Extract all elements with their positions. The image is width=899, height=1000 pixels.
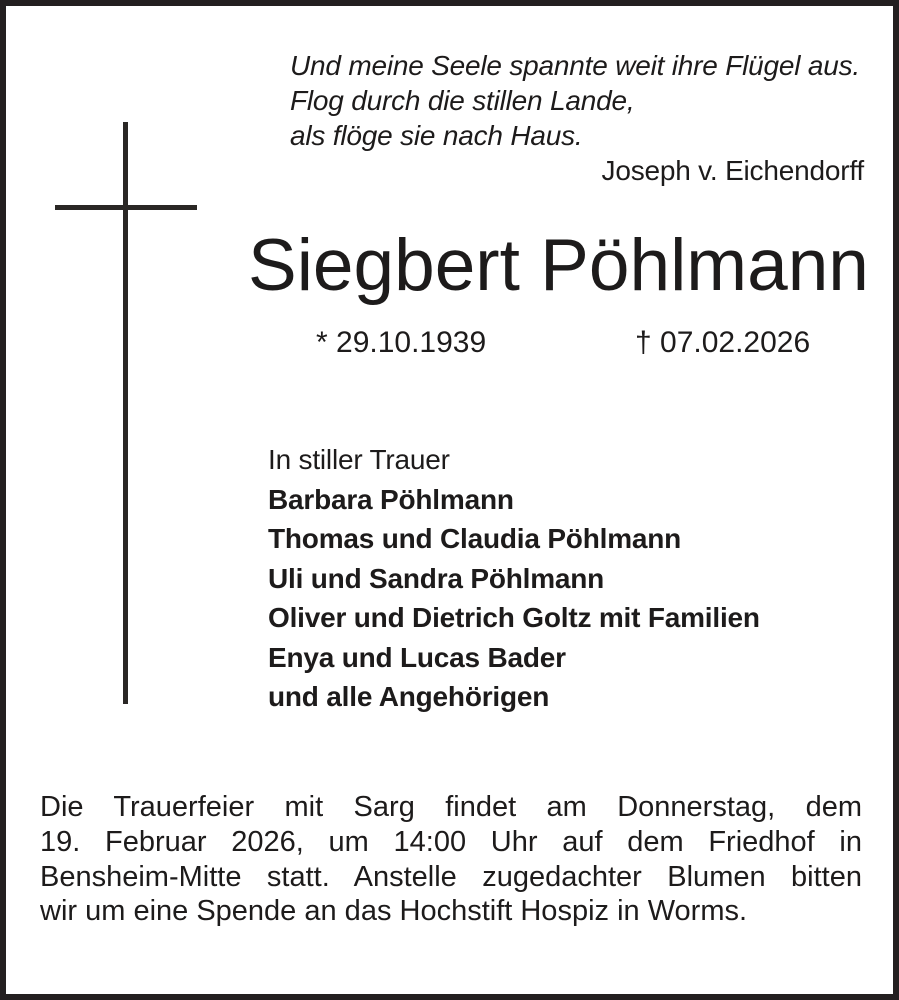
- poem-line: als flöge sie nach Haus.: [290, 120, 583, 151]
- funeral-info-line: Die Trauerfeier mit Sarg findet am Donnerstag, dem: [40, 791, 862, 823]
- funeral-info-paragraph: [40, 790, 862, 929]
- poem-line: Und meine Seele spannte weit ihre Flügel aus.: [290, 50, 861, 81]
- birth-date: * 29.10.1939: [316, 326, 487, 359]
- dates-row: [6, 323, 893, 363]
- mourner-name: Barbara Pöhlmann: [268, 483, 514, 515]
- cross-horizontal-bar: [55, 205, 197, 210]
- mourners-block: [268, 440, 868, 717]
- death-date: † 07.02.2026: [635, 326, 811, 359]
- funeral-info-line: wir um eine Spende an das Hochstift Hospiz in Worms.: [40, 895, 748, 928]
- mourner-name: Oliver und Dietrich Goltz mit Familien: [268, 602, 760, 633]
- mourner-name: und alle Angehörigen: [268, 681, 550, 712]
- mourner-name: Thomas und Claudia Pöhlmann: [268, 523, 682, 554]
- poem-block: [290, 48, 864, 188]
- mourner-name: Uli und Sandra Pöhlmann: [268, 562, 605, 594]
- mourner-name: Enya und Lucas Bader: [268, 641, 566, 673]
- mourners-intro: In stiller Trauer: [268, 444, 450, 475]
- funeral-info-line: Bensheim-Mitte statt. Anstelle zugedachter Blumen bitten: [40, 860, 862, 893]
- funeral-info-line: 19. Februar 2026, um 14:00 Uhr auf dem Friedhof in: [40, 825, 862, 858]
- deceased-name: Siegbert Pöhlmann: [248, 225, 869, 306]
- poem-attribution: Joseph v. Eichendorff: [601, 155, 864, 186]
- poem-line: Flog durch die stillen Lande,: [290, 85, 635, 116]
